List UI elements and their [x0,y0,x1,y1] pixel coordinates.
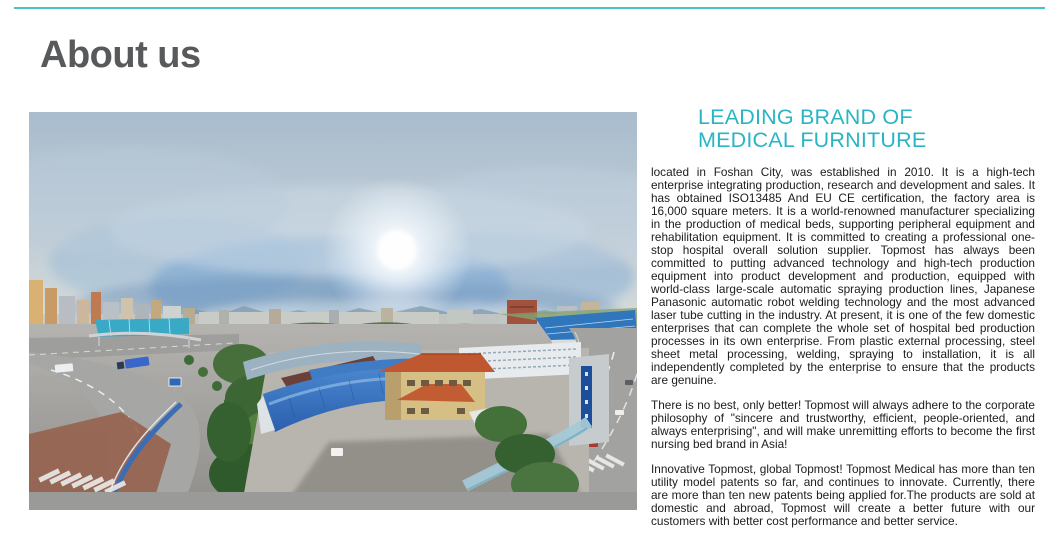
about-paragraph-1: located in Foshan City, was established in 2010. It is a high-tech enterprise integrating production, research and development and sales. It has obtained ISO13485 And EU CE certification, the factory area is 16,000 square meters. It is a world-renowned manufacturer specializing in the production of medical beds, supporting peripheral equipment and rehabilitation equipment. It is committed to creating a professional one-stop hospital overall solution supplier. Topmost has always been committed to putting advanced technology and high-tech production equipment into product development and production, equipped with world-class large-scale automatic spraying production lines, Japanese Panasonic automatic robot welding technology and the most advanced laser tube cutting in the industry. At present, it is one of the few domestic enterprises that can complete the whole set of hospital bed production processes in its own enterprise. From plastic external processing, steel sheet metal processing, welding, spraying to installation, it is all independently completed by the enterprise to ensure that the products are genuine. [651,165,1035,387]
section-heading [651,106,1035,151]
section-heading-line1: LEADING BRAND OF [698,105,913,129]
top-accent-line [14,7,1045,9]
about-article [651,106,1035,540]
about-paragraph-2: There is no best, only better! Topmost will always adhere to the corporate philosophy of "sincere and trustworthy, efficient, people-oriented, and always enterprising", and will make unremitting efforts to become the first nursing bed brand in Asia! [651,398,1035,451]
about-paragraph-3: Innovative Topmost, global Topmost! Topmost Medical has more than ten utility model patents so far, and continues to innovate. Currently, there are more than ten new patents being applied for.The products are sold at domestic and abroad, Topmost will create a better future with our customers with better cost performance and better service. [651,462,1035,528]
sky [29,112,637,341]
factory-buildings [241,341,609,510]
factory-panorama-illustration [29,112,637,510]
foreground-pavement [29,492,637,510]
page-title: About us [40,34,201,76]
section-heading-line2: MEDICAL FURNITURE [698,127,927,152]
factory-panorama-photo [29,112,637,510]
